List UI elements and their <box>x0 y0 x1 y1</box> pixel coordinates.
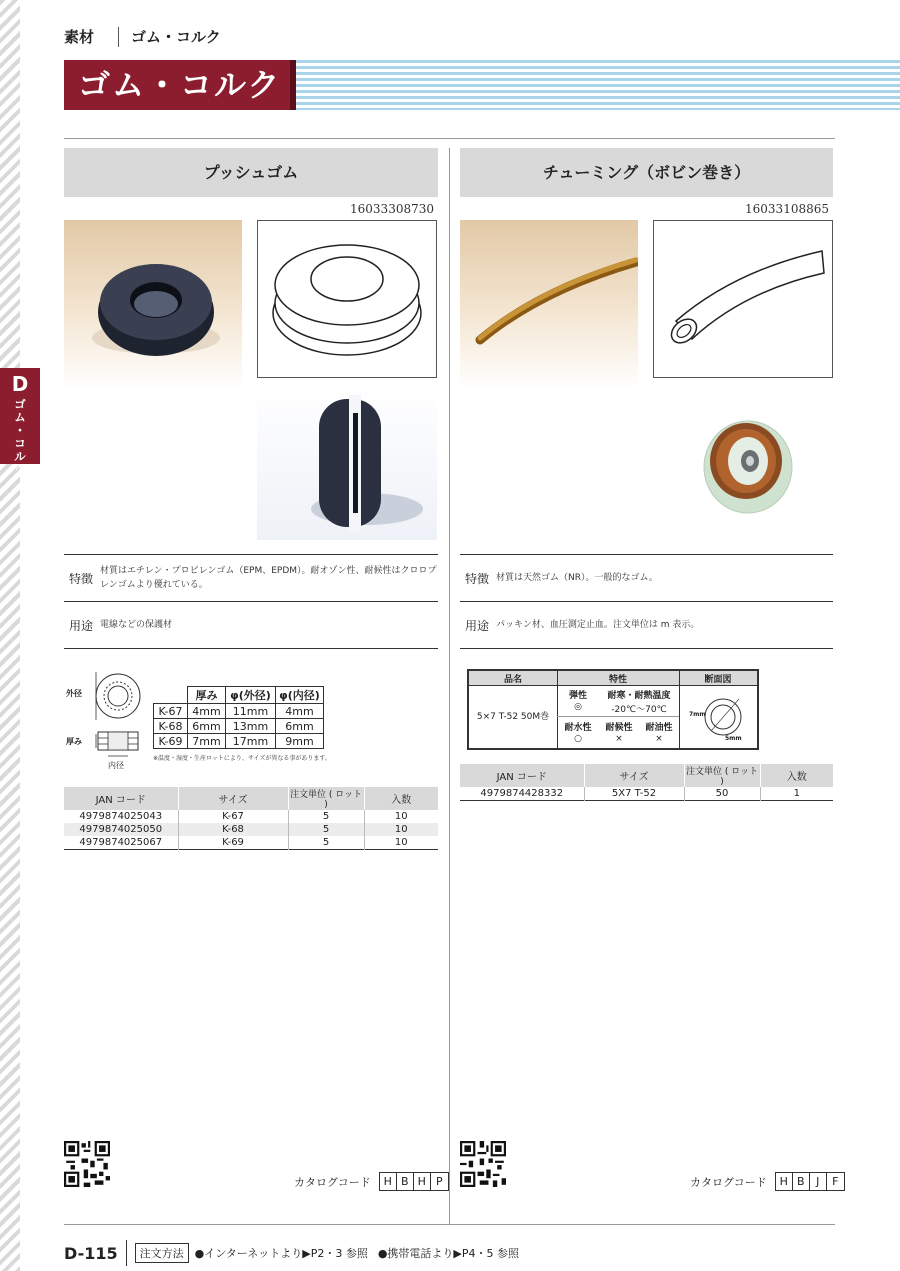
catalog-char: J <box>810 1173 827 1190</box>
right-usage-label: 用途 <box>464 618 489 633</box>
jan-size-cell: K-68 <box>178 823 288 836</box>
jan-qty-cell: 10 <box>364 823 438 836</box>
diagram-thickness-label: 厚み <box>66 737 82 746</box>
title-bar <box>64 60 900 110</box>
jan-header-unit: 注文単位 ( ロット ) <box>684 764 760 787</box>
side-tab-letter: D <box>11 372 29 396</box>
catalog-char: F <box>832 1175 839 1188</box>
right-qr-code-icon[interactable] <box>460 1141 506 1187</box>
jan-code-cell: 4979874025043 <box>64 810 178 823</box>
edge-stripes <box>0 0 20 1271</box>
props-oil-label: 耐油性 <box>645 723 673 733</box>
left-features-row <box>64 554 438 601</box>
left-product-code: 16033308730 <box>350 202 434 216</box>
size-header-inner: φ(内径) <box>276 687 324 704</box>
right-features-text: 材質は天然ゴム（NR）。一般的なゴム。 <box>496 573 658 583</box>
catalog-char: H <box>380 1173 397 1190</box>
order-method-label: 注文方法 <box>135 1243 189 1263</box>
jan-code-cell: 4979874428332 <box>460 787 584 800</box>
table-row <box>64 810 438 823</box>
tubing-photo <box>460 220 638 390</box>
jan-size-cell: K-69 <box>178 836 288 849</box>
jan-header-row <box>64 787 438 810</box>
jan-qty-cell: 1 <box>793 787 800 799</box>
diagram-outer-label: 外径 <box>66 689 82 698</box>
jan-header-qty: 入数 <box>760 764 833 787</box>
size-cell: 6mm <box>276 719 324 734</box>
jan-qty-cell: 10 <box>394 811 408 822</box>
tubing-drawing <box>653 220 833 378</box>
table-row <box>64 823 438 836</box>
catalog-char: P <box>435 1175 443 1188</box>
jan-unit-cell: 5 <box>288 823 364 836</box>
left-catalog-boxes <box>379 1172 449 1191</box>
jan-header-row <box>460 764 833 787</box>
table-row <box>64 836 438 849</box>
page-title: ゴム・コルク <box>64 60 296 110</box>
column-divider <box>449 148 450 1224</box>
left-catalog-label: カタログコード <box>294 1175 371 1189</box>
table-row <box>460 787 833 800</box>
jan-header-unit: 注文単位 ( ロット ) <box>288 787 364 810</box>
breadcrumb-category: 素材 <box>64 28 95 46</box>
right-features-label: 特徴 <box>464 571 489 586</box>
left-usage-text: 電線などの保護材 <box>100 620 173 630</box>
props-weather-label: 耐候性 <box>605 723 633 733</box>
tubing-properties-table <box>467 669 759 750</box>
props-header-section: 断面図 <box>704 675 732 685</box>
size-header-blank <box>154 687 188 704</box>
jan-code-cell: 4979874025050 <box>64 823 178 836</box>
right-features-row <box>460 554 833 601</box>
props-dim-inner: 5mm <box>725 735 742 742</box>
props-oil-value: × <box>655 734 663 744</box>
left-features-text: 材質はエチレン・プロピレンゴム（EPM、EPDM）。耐オゾン性、耐候性はクロロプレンゴムより優れている。 <box>100 566 437 590</box>
size-note: ※温度・湿度・生産ロットにより、サイズが異なる事があります。 <box>153 755 331 762</box>
bottom-divider <box>64 1224 835 1225</box>
props-heat-label: 耐寒・耐熱温度 <box>607 691 671 701</box>
right-catalog-label: カタログコード <box>690 1175 767 1189</box>
page-number: D-115 <box>64 1243 118 1263</box>
grommet-side-photo <box>257 385 437 540</box>
grommet-photo <box>64 220 242 390</box>
props-divider <box>679 671 680 748</box>
size-cell: 11mm <box>226 704 276 719</box>
size-table-row <box>154 704 324 719</box>
breadcrumb-subcategory: ゴム・コルク <box>131 28 221 46</box>
catalog-char: B <box>793 1173 810 1190</box>
left-catalog-code <box>294 1172 449 1191</box>
size-cell: K-68 <box>154 719 188 734</box>
jan-header-size: サイズ <box>178 787 288 810</box>
catalog-char: H <box>776 1173 793 1190</box>
grommet-dimension-diagram <box>66 668 156 772</box>
props-elasticity-value: ◎ <box>574 702 582 712</box>
left-qr-code-icon[interactable] <box>64 1141 110 1187</box>
jan-header-size: サイズ <box>584 764 684 787</box>
grommet-drawing <box>257 220 437 378</box>
props-elasticity-label: 弾性 <box>568 691 587 701</box>
size-cell: 4mm <box>276 704 324 719</box>
size-table-header <box>154 687 324 704</box>
bobbin-photo <box>690 405 800 515</box>
size-header-thickness: 厚み <box>188 687 226 704</box>
right-usage-row <box>460 601 833 648</box>
jan-size-cell: 5X7 T-52 <box>584 787 684 800</box>
size-cell: K-67 <box>154 704 188 719</box>
footer-separator <box>126 1240 127 1266</box>
jan-unit-cell: 50 <box>684 787 760 800</box>
top-divider <box>64 138 835 139</box>
right-catalog-code <box>690 1172 845 1191</box>
jan-unit-cell: 5 <box>288 810 364 823</box>
order-mobile-link[interactable]: ●携帯電話より▶P4・5 参照 <box>377 1247 520 1260</box>
size-table-row <box>154 719 324 734</box>
right-product-code: 16033108865 <box>745 202 829 216</box>
right-usage-text: パッキン材、血圧測定止血。注文単位は m 表示。 <box>496 620 700 630</box>
left-usage-row <box>64 601 438 648</box>
breadcrumb-separator <box>118 27 119 47</box>
size-cell: K-69 <box>154 734 188 749</box>
diagram-inner-label: 内径 <box>108 761 124 770</box>
catalog-char: B <box>397 1173 414 1190</box>
size-table <box>153 686 324 749</box>
jan-header-code: JAN コード <box>64 787 178 810</box>
right-spec-bottom-rule <box>460 648 833 649</box>
left-features-label: 特徴 <box>68 571 93 586</box>
props-product-name: 5×7 T-52 50M巻 <box>476 712 550 722</box>
jan-header-qty: 入数 <box>364 787 438 810</box>
props-dim-outer: 7mm <box>689 711 706 718</box>
jan-header-code: JAN コード <box>460 764 584 787</box>
jan-size-cell: K-67 <box>178 810 288 823</box>
jan-code-cell: 4979874025067 <box>64 836 178 849</box>
size-cell: 7mm <box>188 734 226 749</box>
size-cell: 9mm <box>276 734 324 749</box>
left-spec-bottom-rule <box>64 648 438 649</box>
side-index-tab[interactable] <box>0 368 40 476</box>
right-jan-table <box>460 764 833 801</box>
props-weather-value: × <box>615 734 623 744</box>
breadcrumb <box>64 26 221 47</box>
size-cell: 13mm <box>226 719 276 734</box>
right-catalog-boxes <box>775 1172 845 1191</box>
left-product-heading: プッシュゴム <box>64 148 438 197</box>
props-divider <box>557 716 679 717</box>
jan-unit-cell: 5 <box>288 836 364 849</box>
props-divider <box>469 685 757 686</box>
left-jan-table <box>64 787 438 850</box>
size-cell: 4mm <box>188 704 226 719</box>
props-heat-value: -20℃～70℃ <box>611 705 667 715</box>
props-water-label: 耐水性 <box>564 723 592 733</box>
side-tab-label: ゴム・コルク <box>12 398 27 476</box>
right-product-heading: チューミング（ボビン巻き） <box>460 148 833 197</box>
props-header-prop: 特性 <box>608 675 627 685</box>
jan-qty-cell: 10 <box>394 836 408 848</box>
left-usage-label: 用途 <box>68 618 93 633</box>
size-cell: 6mm <box>188 719 226 734</box>
size-cell: 17mm <box>226 734 276 749</box>
size-table-row <box>154 734 324 749</box>
catalog-char: H <box>414 1173 431 1190</box>
order-internet-link[interactable]: ●インターネットより▶P2・3 参照 <box>194 1247 368 1260</box>
size-header-outer: φ(外径) <box>226 687 276 704</box>
page-footer <box>64 1240 529 1266</box>
props-header-name: 品名 <box>503 675 522 685</box>
props-water-value: ○ <box>574 734 582 744</box>
